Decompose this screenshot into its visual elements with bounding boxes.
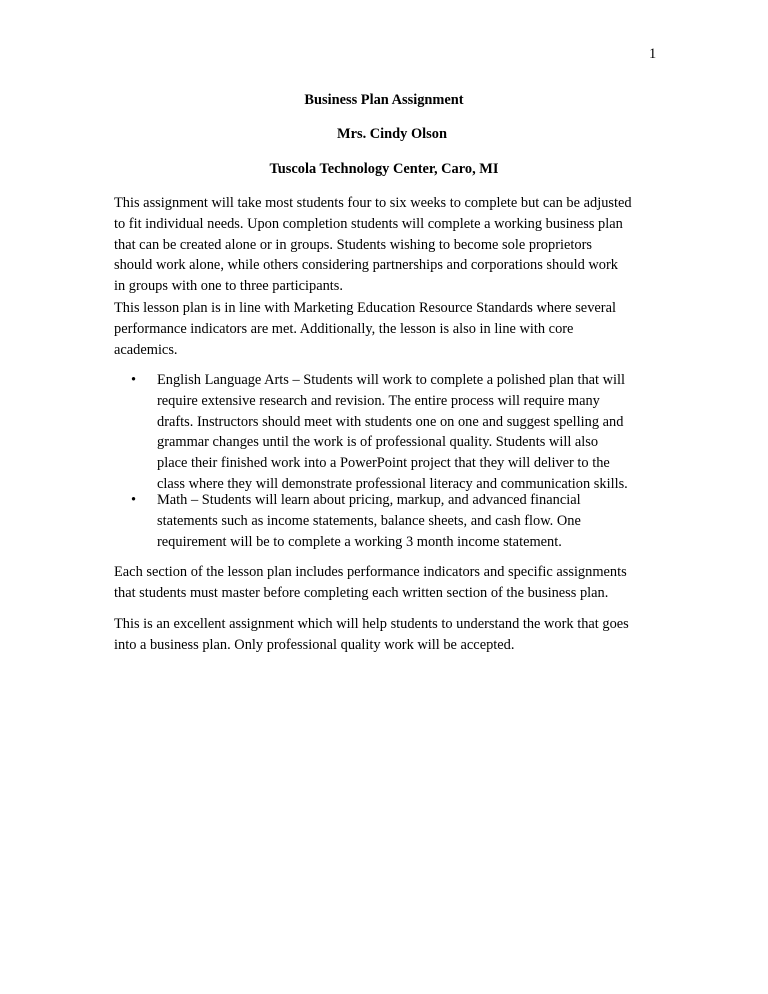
institution-name: Tuscola Technology Center, Caro, MI bbox=[269, 161, 499, 177]
bullet-icon: • bbox=[131, 492, 137, 508]
paragraph-line: Each section of the lesson plan includes performance indicators and specific assignments bbox=[114, 564, 627, 580]
list-item-line: requirement will be to complete a working 3 month income statement. bbox=[157, 533, 562, 550]
list-item-line: Math – Students will learn about pricing, markup, and advanced financial bbox=[157, 492, 581, 508]
paragraph-line: This lesson plan is in line with Marketing Education Resource Standards where several bbox=[114, 300, 616, 316]
list-item-line: require extensive research and revision. The entire process will require many bbox=[157, 392, 600, 409]
paragraph-line: into a business plan. Only professional quality work will be accepted. bbox=[114, 636, 515, 653]
list-item-text bbox=[157, 490, 581, 552]
paragraph-line: to fit individual needs. Upon completion students will complete a working business plan bbox=[114, 215, 623, 232]
list-item-line: class where they will demonstrate professional literacy and communication skills. bbox=[157, 475, 628, 492]
standards-paragraph bbox=[114, 298, 659, 360]
list-item-line: statements such as income statements, balance sheets, and cash flow. One bbox=[157, 512, 581, 529]
list-item-text bbox=[157, 370, 628, 495]
paragraph-line: This assignment will take most students four to six weeks to complete but can be adjusted bbox=[114, 195, 632, 211]
bullet-icon: • bbox=[131, 372, 137, 388]
paragraph-line: This is an excellent assignment which will help students to understand the work that goes bbox=[114, 616, 629, 632]
sections-paragraph bbox=[114, 562, 659, 604]
page-number: 1 bbox=[649, 46, 657, 62]
paragraph-line: in groups with one to three participants. bbox=[114, 278, 343, 295]
list-item-line: place their finished work into a PowerPoint project that they will deliver to the bbox=[157, 455, 610, 472]
closing-paragraph bbox=[114, 614, 659, 656]
intro-paragraph bbox=[114, 193, 659, 297]
paragraph-line: that students must master before completing each written section of the business plan. bbox=[114, 584, 609, 601]
list-item-line: drafts. Instructors should meet with students one on one and suggest spelling and bbox=[157, 413, 624, 430]
paragraph-line: should work alone, while others considering partnerships and corporations should work bbox=[114, 257, 618, 274]
paragraph-line: that can be created alone or in groups. Students wishing to become sole proprietors bbox=[114, 236, 592, 253]
author-name: Mrs. Cindy Olson bbox=[337, 126, 447, 142]
list-item-line: English Language Arts – Students will work to complete a polished plan that will bbox=[157, 372, 626, 388]
paragraph-line: academics. bbox=[114, 341, 178, 358]
list-item-line: grammar changes until the work is of professional quality. Students will also bbox=[157, 434, 599, 451]
paragraph-line: performance indicators are met. Additionally, the lesson is also in line with core bbox=[114, 320, 574, 337]
document-title: Business Plan Assignment bbox=[304, 92, 464, 108]
